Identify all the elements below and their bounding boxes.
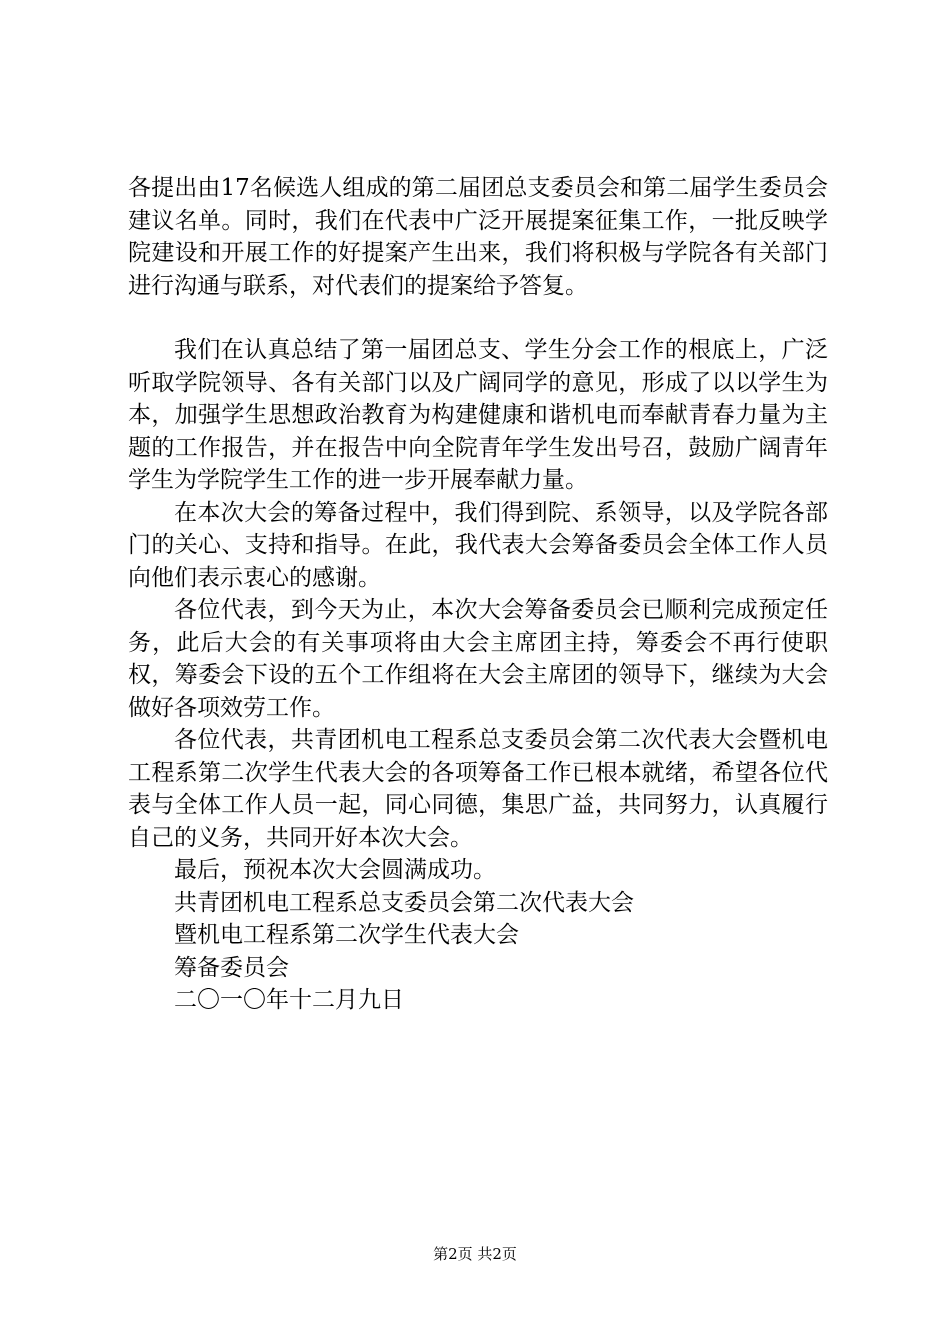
paragraph-preparation-ready: 各位代表，共青团机电工程系总支委员会第二次代表大会暨机电工程系第二次学生代表大会的各项筹备工作已根本就绪，希望各位代表与全体工作人员一起，同心同德，集思广益，共同努力，认真履行自己的义务，共同开好本次大会。 (128, 727, 828, 851)
signature-line-congress: 暨机电工程系第二次学生代表大会 (174, 922, 519, 948)
document-body (128, 172, 828, 1017)
paragraph-continuation: 各提出由17名候选人组成的第二届团总支委员会和第二届学生委员会建议名单。同时，我们在代表中广泛开展提案征集工作，一批反映学院建设和开展工作的好提案产生出来，我们将积极与学院各有关部门进行沟通与联系，对代表们的提案给予答复。 (128, 175, 828, 299)
signature-line-date: 二〇一〇年十二月九日 (174, 987, 404, 1013)
page-number-footer: 第2页 共2页 (433, 1245, 517, 1263)
paragraph-task-complete: 各位代表，到今天为止，本次大会筹备委员会已顺利完成预定任务，此后大会的有关事项将由大会主席团主持，筹委会不再行使职权，筹委会下设的五个工作组将在大会主席团的领导下，继续为大会做好各项效劳工作。 (128, 597, 828, 721)
signature-line-organization: 共青团机电工程系总支委员会第二次代表大会 (174, 889, 634, 916)
paragraph-closing-wish: 最后，预祝本次大会圆满成功。 (174, 857, 496, 883)
paragraph-work-report: 我们在认真总结了第一届团总支、学生分会工作的根底上，广泛听取学院领导、各有关部门以及广阔同学的意见，形成了以以学生为本，加强学生思想政治教育为构建健康和谐机电而奉献青春力量为主题的工作报告，并在报告中向全院青年学生发出号召，鼓励广阔青年学生为学院学生工作的进一步开展奉献力量。 (128, 337, 828, 493)
paragraph-thanks: 在本次大会的筹备过程中，我们得到院、系领导，以及学院各部门的关心、支持和指导。在此，我代表大会筹备委员会全体工作人员向他们表示衷心的感谢。 (128, 499, 828, 591)
signature-line-committee: 筹备委员会 (174, 954, 289, 981)
